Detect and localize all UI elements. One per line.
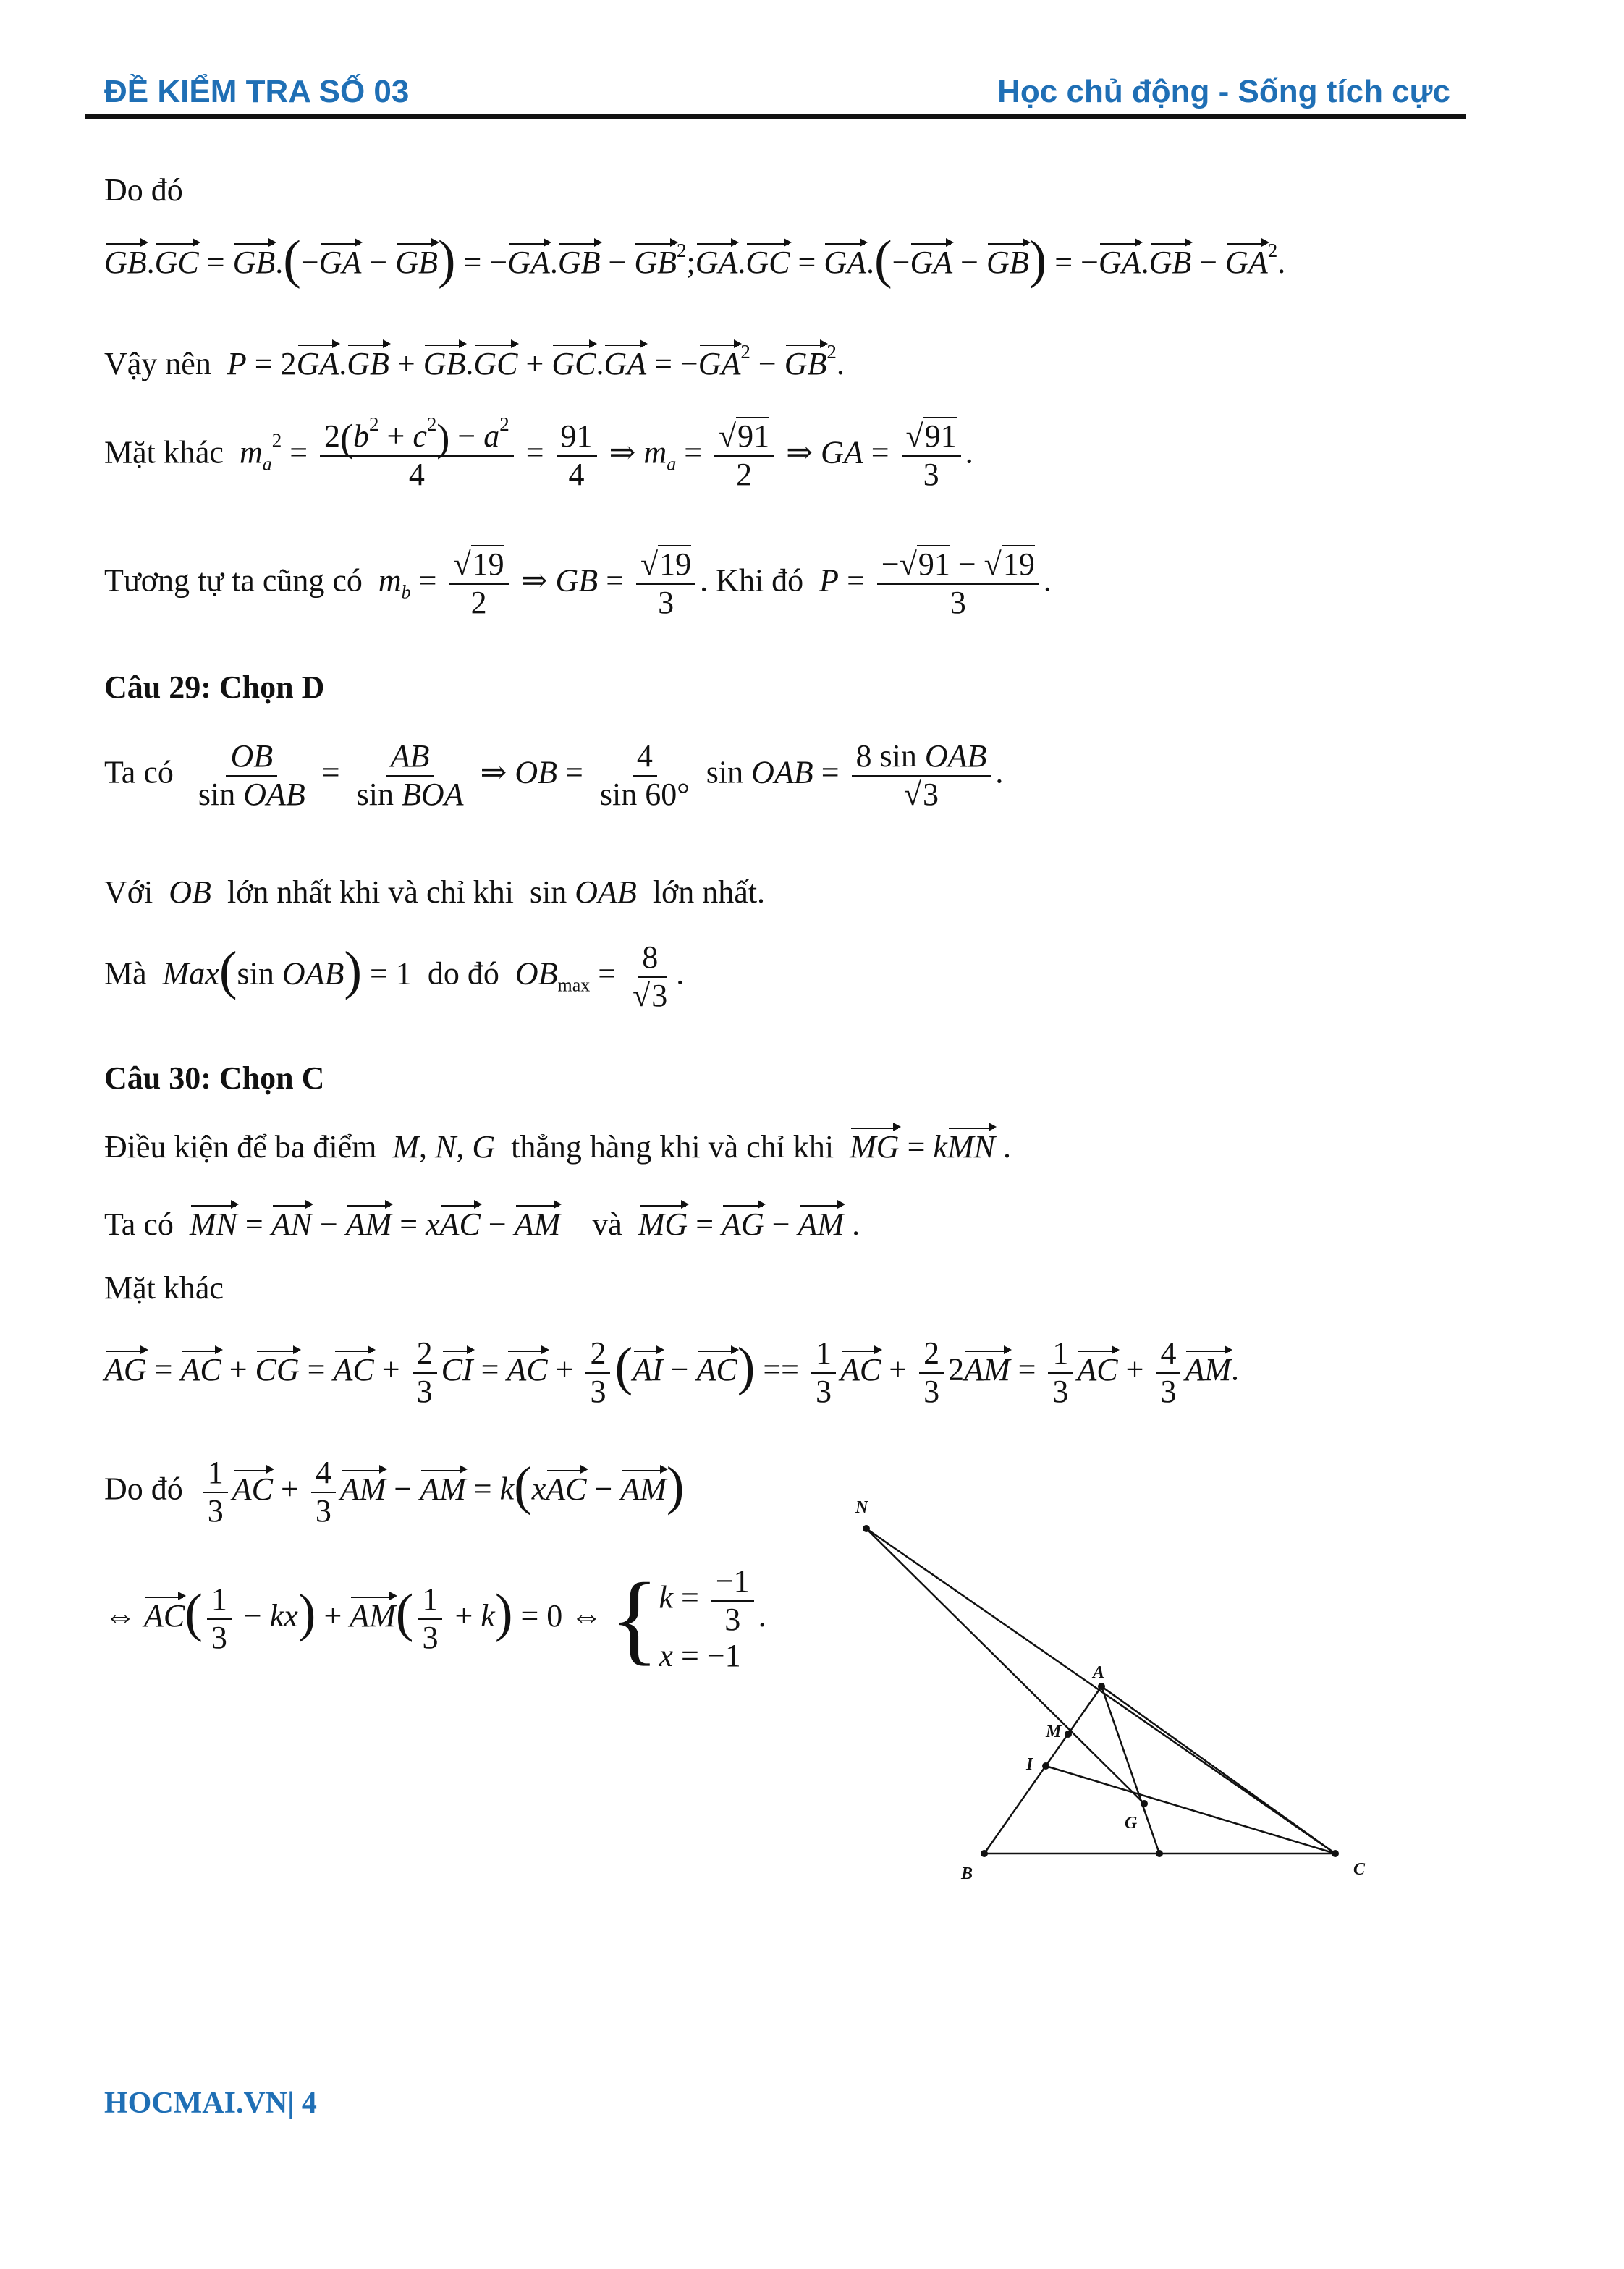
triangle-figure bbox=[825, 1476, 1390, 1896]
segment-ic bbox=[1046, 1766, 1335, 1854]
header-slogan: Học chủ động - Sống tích cực bbox=[997, 74, 1450, 109]
point-g bbox=[1141, 1800, 1148, 1807]
point-b bbox=[981, 1850, 988, 1857]
label-a: A bbox=[1093, 1663, 1105, 1682]
segment-nc bbox=[866, 1529, 1335, 1854]
header-title: ĐỀ KIỂM TRA SỐ 03 bbox=[104, 74, 410, 109]
label-g: G bbox=[1125, 1814, 1138, 1833]
label-n: N bbox=[855, 1498, 868, 1517]
text-q29-with: Với OB lớn nhất khi và chỉ khi sin OAB lớn nhất. bbox=[104, 874, 766, 910]
formula-q30-ag: AG = AC + CG = AC + $\frac{2}{3}$ CI = AC + $\frac{2}{3}$ (AI − AC) == $\frac{1}{3}$ AC + $\frac{2}{3}$ 2AM = $\frac{1}{3}$ AC + $\frac{4}{3}$ AM. bbox=[104, 1335, 1240, 1409]
label-m: M bbox=[1046, 1723, 1062, 1741]
formula-gb-gc: $GB.GC = GB.(-GA - GB) = -GA.GB - GB^2;GA.GC = GA.(-GA - GB) = -GA.GB - GA^2$. bbox=[104, 230, 1286, 290]
label-c: C bbox=[1353, 1860, 1366, 1879]
formula-q30-solve: ⇔ AC( $\frac{1}{3}$ − kx) + AM( $\frac{1}{3}$ + k) = 0 ⇔ { k = $\frac{-1}{3}$ x = −1 . bbox=[104, 1562, 766, 1675]
formula-p: Vậy nên $P = 2GA.GB + GB.GC + GC.GA = -GA^2 - GB^2$. bbox=[104, 341, 845, 381]
segment-ab bbox=[984, 1686, 1101, 1854]
formula-q29-sine: Ta có $\frac{OB}{\text{sin OAB}}$ = $\frac{AB}{\text{sin BOA}}$ ⇒ OB = $\frac{4}{\sin 60^\circ}$ sin OAB = $\frac{\text{8 sin OAB}}{√3}$ . bbox=[104, 738, 1004, 812]
point-n bbox=[863, 1525, 870, 1532]
formula-q30-combine: Do đó $\frac{1}{3}$ AC + $\frac{4}{3}$ AM − AM = k(xAC − AM) bbox=[104, 1455, 685, 1529]
text-mat-khac: Mặt khác bbox=[104, 1270, 224, 1306]
footer-page: HOCMAI.VN| 4 bbox=[104, 2087, 317, 2120]
formula-median-b: Tương tự ta cũng có $m_b$ = $\frac{√19}{2}$ ⇒ GB = $\frac{√19}{3}$ . Khi đó P = $\frac{-√91 - √19}{3}$ . bbox=[104, 546, 1052, 620]
point-i bbox=[1042, 1762, 1049, 1770]
formula-median-a: Mặt khác $m_a^2$ = $\frac{2(b^2 + c^2) - a^2}{4}$ = $\frac{91}{4}$ ⇒ $m_a$ = $\frac{√91}{2}$ ⇒ GA = $\frac{√91}{3}$ . bbox=[104, 413, 973, 492]
formula-q30-mn-mg: Ta có MN = AN − AM = xAC − AM và MG = AG − AM . bbox=[104, 1207, 860, 1242]
point-c bbox=[1332, 1850, 1339, 1857]
header-rule bbox=[85, 114, 1466, 119]
q29-heading: Câu 29: Chọn D bbox=[104, 669, 325, 705]
q30-heading: Câu 30: Chọn C bbox=[104, 1060, 325, 1096]
point-a bbox=[1098, 1683, 1105, 1690]
point-m bbox=[1065, 1731, 1072, 1738]
label-b: B bbox=[961, 1864, 973, 1883]
formula-q29-max: Mà Max(sin OAB) = 1 do đó $OB_{max}$ = $\frac{8}{√3}$ . bbox=[104, 939, 685, 1013]
label-i: I bbox=[1026, 1755, 1033, 1774]
text-q30-condition: Điều kiện để ba điểm M, N, G thẳng hàng khi và chỉ khi MG = kMN . bbox=[104, 1129, 1011, 1165]
point-midpoint-bc bbox=[1156, 1850, 1163, 1857]
text-do-do: Do đó bbox=[104, 172, 183, 208]
